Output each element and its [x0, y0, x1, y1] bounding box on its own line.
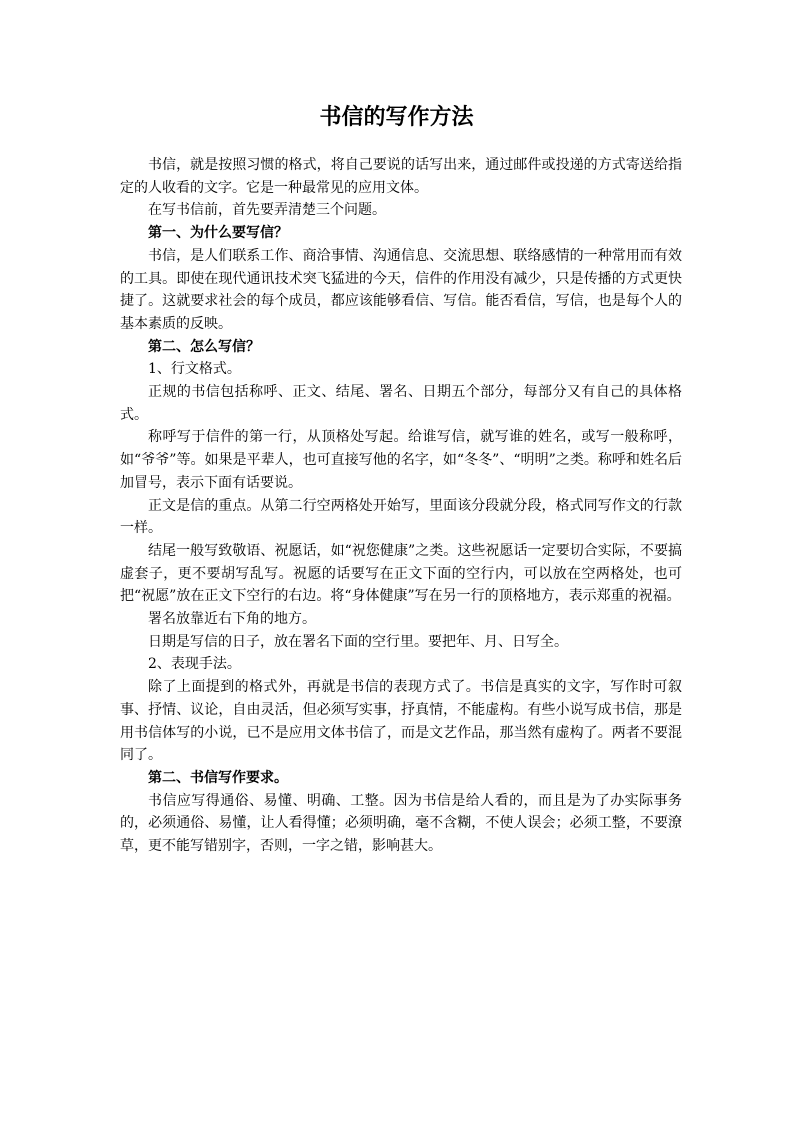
document-title: 书信的写作方法	[319, 104, 474, 130]
document-body	[120, 154, 682, 858]
paragraph: 正文是信的重点。从第二行空两格处开始写，里面该分段就分段，格式同写作文的行款一样。	[120, 497, 682, 537]
paragraph: 称呼写于信件的第一行，从顶格处写起。给谁写信，就写谁的姓名，或写一般称呼，如“爷爷”等。如果是平辈人，也可直接写他的名字，如“冬冬”、“明明”之类。称呼和姓名后加冒号，表示下面有话要说。	[120, 429, 682, 491]
section-heading: 第二、书信写作要求。	[148, 769, 288, 786]
paragraph: 在写书信前，首先要弄清楚三个问题。	[148, 202, 386, 219]
paragraph: 书信，就是按照习惯的格式，将自己要说的话写出来，通过邮件或投递的方式寄送给指定的人收看的文字。它是一种最常见的应用文体。	[120, 157, 682, 196]
paragraph: 书信应写得通俗、易懂、明确、工整。因为书信是给人看的，而且是为了办实际事务的，必须通俗、易懂，让人看得懂；必须明确，毫不含糊，不使人误会；必须工整，不要潦草，更不能写错别字，否则，一字之错，影响甚大。	[120, 792, 682, 855]
section-heading: 第二、怎么写信？	[148, 338, 260, 355]
paragraph: 除了上面提到的格式外，再就是书信的表现方式了。书信是真实的文字，写作时可叙事、抒情、议论，自由灵活，但必须写实事，抒真情，不能虚构。有些小说写成书信，那是用书信体写的小说，已不是应用文体书信了，而是文艺作品，那当然有虚构了。两者不要混同了。	[120, 679, 682, 764]
section-heading: 第一、为什么要写信？	[148, 225, 288, 242]
paragraph: 2、表现手法。	[148, 656, 241, 673]
paragraph: 署名放靠近右下角的地方。	[148, 611, 316, 628]
paragraph: 1、行文格式。	[148, 361, 241, 378]
paragraph: 书信，是人们联系工作、商洽事情、沟通信息、交流思想、联络感情的一种常用而有效的工具。即使在现代通讯技术突飞猛进的今天，信件的作用没有减少，只是传播的方式更快捷了。这就要求社会的每个成员，都应该能够看信、写信。能否看信，写信，也是每个人的基本素质的反映。	[120, 247, 682, 332]
paragraph: 结尾一般写致敬语、祝愿话，如“祝您健康”之类。这些祝愿话一定要切合实际，不要搞虚套子，更不要胡写乱写。祝愿的话要写在正文下面的空行内，可以放在空两格处，也可把“祝愿”放在正文下空行的右边。将“身体健康”写在另一行的顶格地方，表示郑重的祝福。	[120, 542, 682, 605]
paragraph: 日期是写信的日子，放在署名下面的空行里。要把年、月、日写全。	[148, 633, 568, 650]
paragraph: 正规的书信包括称呼、正文、结尾、署名、日期五个部分，每部分又有自己的具体格式。	[120, 384, 682, 423]
